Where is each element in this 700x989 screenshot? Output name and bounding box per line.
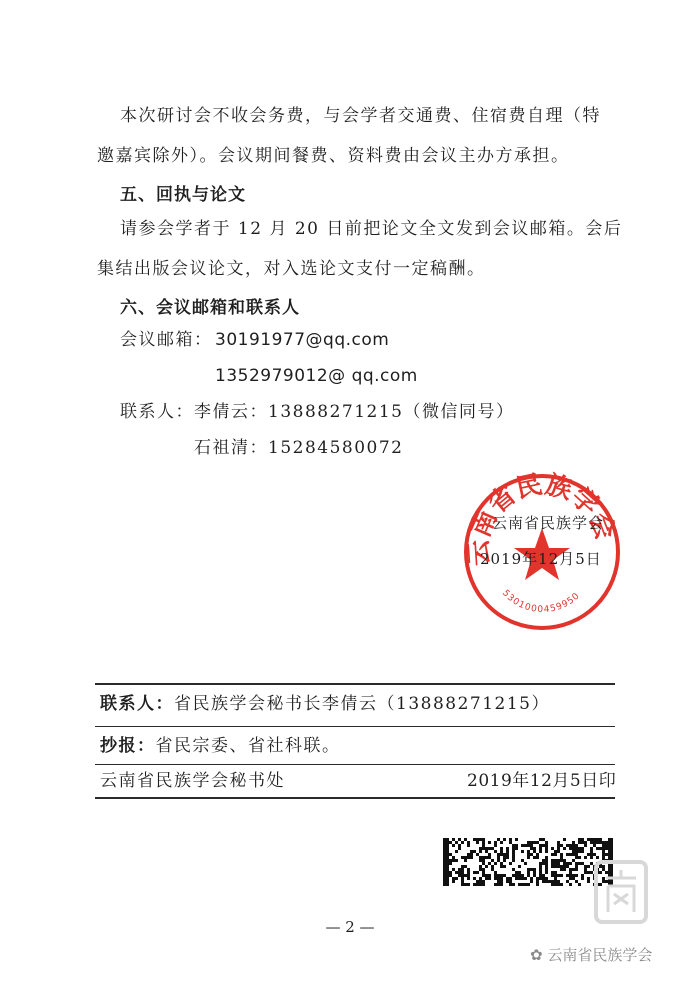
watermark-logo-icon — [592, 858, 650, 926]
section-title-contacts: 六、会议邮箱和联系人 — [120, 298, 300, 318]
paragraph-fees-line1: 本次研讨会不收会务费，与会学者交通费、住宿费自理（特 — [120, 106, 601, 126]
svg-text:5301000459950: 5301000459950 — [500, 588, 583, 616]
signing-date: 2019年12月5日 — [480, 550, 602, 568]
svg-text:云南省民族学会: 云南省民族学会 — [463, 470, 621, 567]
document-barcode — [443, 838, 613, 886]
contact-person-2: 石祖清：15284580072 — [194, 438, 404, 458]
footer-office: 云南省民族学会秘书处 — [100, 771, 285, 791]
contact-label: 联系人： — [120, 402, 194, 422]
divider-middle — [95, 726, 615, 727]
footer-contact-value: 省民族学会秘书长李倩云（13888271215） — [174, 694, 550, 714]
paragraph-fees-line2: 邀嘉宾除外）。会议期间餐费、资料费由会议主办方承担。 — [97, 146, 570, 166]
email-secondary[interactable]: 1352979012@ qq.com — [215, 366, 418, 386]
footer-cc-value: 省民宗委、省社科联。 — [155, 736, 341, 756]
divider-lower — [95, 764, 615, 765]
divider-top — [95, 683, 615, 685]
signing-organization: 云南省民族学会 — [492, 514, 605, 532]
footer-contact-label: 联系人： — [100, 694, 174, 714]
footer-cc — [100, 735, 341, 757]
email-primary[interactable]: 30191977@qq.com — [215, 330, 390, 350]
section-title-receipt-papers: 五、回执与论文 — [120, 185, 246, 205]
email-label: 会议邮箱： — [120, 330, 213, 350]
wechat-source-mark — [530, 944, 652, 965]
wechat-icon: ✿ — [530, 946, 548, 964]
paragraph-papers-line1: 请参会学者于 12 月 20 日前把论文全文发到会议邮箱。会后 — [120, 219, 623, 239]
paragraph-papers-line2: 集结出版会议论文，对入选论文支付一定稿酬。 — [97, 259, 486, 279]
source-account-name: 云南省民族学会 — [547, 946, 653, 964]
footer-cc-label: 抄报： — [100, 736, 156, 756]
contact-person-1: 李倩云：13888271215（微信同号） — [194, 402, 515, 422]
divider-bottom — [95, 797, 615, 799]
page-number: — 2 — — [325, 918, 375, 936]
footer-print-date: 2019年12月5日印 — [467, 771, 617, 791]
footer-contact — [100, 693, 550, 715]
